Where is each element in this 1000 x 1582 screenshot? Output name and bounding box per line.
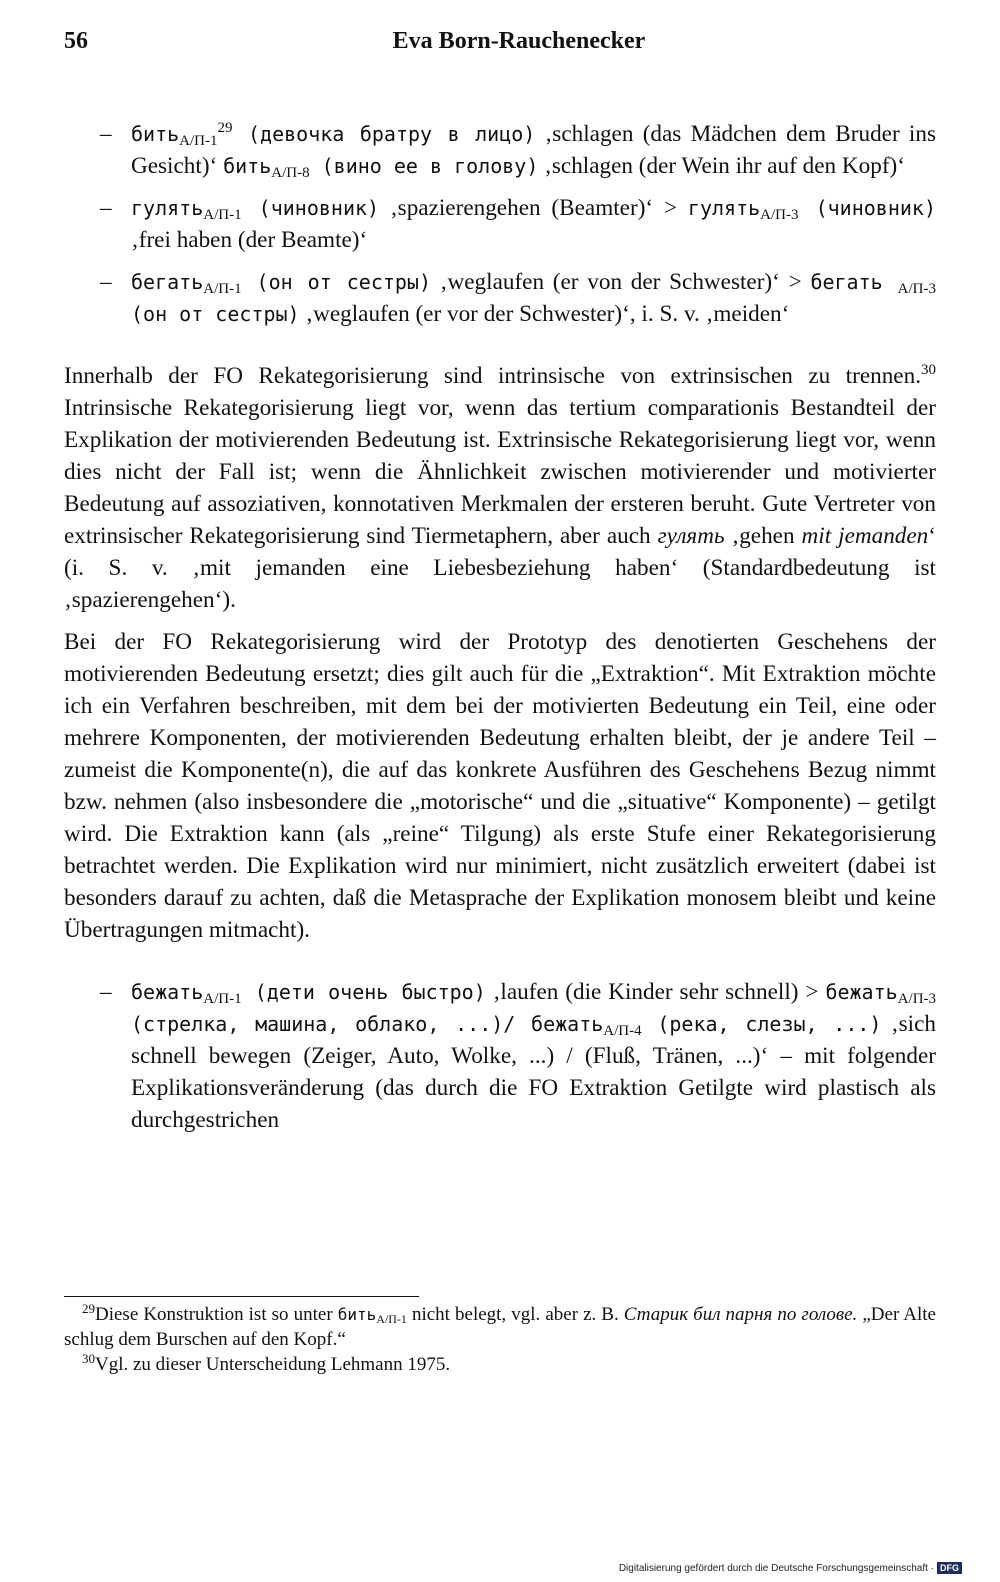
italic-term: mit jemanden [801,523,929,549]
paragraph-text: Innerhalb der FO Rekategorisierung sind intrinsische von extrinsischen zu trennen. [64,363,921,389]
german-gloss: ‚schlagen (das Mädchen dem Bruder ins Gesicht)‘ [131,121,936,179]
german-gloss: ‚schlagen (der Wein ihr auf den Kopf)‘ [538,153,905,179]
verb-subscript: А/П-1 [376,1312,407,1326]
verb-subscript: А/П-1 [203,207,242,223]
paragraph-text: Intrinsische Rekategorisierung liegt vor, wenn das tertium comparationis Bestandteil der Explikation der motivierenden Bedeutung ist. Extrinsische Rekategorisierung liegt vor, wenn dies nicht der Fall ist; wenn die Ähnlichkeit zwischen motivierender und motivierter Bedeutung auf assoziativen, konnotativen Merkmalen der ersteren beruht. Gute Vertreter von extrinsischer Rekategorisierung sind Tiermetaphern, aber auch [64,395,936,549]
list-item [64,266,936,330]
footnote-text: „Der Alte schlug dem Burschen auf den Kopf.“ [64,1304,936,1350]
footnote-text: nicht belegt, vgl. aber z. B. [406,1304,624,1325]
russian-gloss: (дети очень быстро) [241,980,486,1004]
list-item [64,976,936,1136]
russian-gloss: (чиновник) [241,196,380,220]
russian-verb: бежать [131,980,204,1004]
russian-gloss: (вино ее в голову) [309,154,539,178]
russian-gloss: (река, слезы, ...) [641,1012,882,1036]
paragraph [64,360,936,616]
russian-verb: бегать [131,270,204,294]
russian-verb: гулять [687,196,761,220]
paragraph-text: ‚gehen [724,523,802,549]
russian-gloss: (он от сестры) [241,270,432,294]
russian-verb: бегать [810,270,898,294]
verb-subscript: А/П-3 [760,207,799,223]
list-item [64,118,936,182]
digitization-footer [619,1562,962,1574]
footnote-marker: 30 [921,362,936,378]
russian-verb: бить [337,1305,377,1324]
german-gloss: ‚frei haben (der Beamte)‘ [131,227,368,253]
italic-example: Старик бил парня по голове. [623,1304,858,1325]
body-text [64,118,936,1136]
russian-verb: бежать [825,980,898,1004]
footnote-text: Diese Konstruktion ist so unter [95,1304,338,1325]
footnotes [64,1302,936,1377]
dfg-logo: DFG [937,1562,962,1574]
footnote-rule [64,1296,419,1297]
russian-verb: бить [223,154,272,178]
paragraph-text: ‘ (i. S. v. ‚mit jemanden eine Liebesbeziehung haben‘ (Standardbedeutung ist ‚spazierengehen‘). [64,523,937,613]
russian-verb: бежать [531,1012,604,1036]
german-gloss: ‚spazierengehen (Beamter)‘ > [379,195,688,221]
italic-term: гулять [657,523,725,549]
running-title: Eva Born-Rauchenecker [392,28,646,54]
verb-subscript: А/П-1 [203,991,242,1007]
russian-verb: гулять [131,196,204,220]
list-dash: – [100,979,112,1005]
german-gloss: ‚sich schnell bewegen (Zeiger, Auto, Wolke, ...) / (Fluß, Tränen, ...)‘ – mit folgender Explikationsveränderung (das durch die FO Extraktion Getilgte wird plastisch als durchgestrichen [131,1011,937,1133]
paragraph: Bei der FO Rekategorisierung wird der Prototyp des denotierten Geschehens der motivierenden Bedeutung ersetzt; dies gilt auch für die „Extraktion“. Mit Extraktion möchte ich ein Verfahren beschreiben, mit dem bei der motivierten Bedeutung ein Teil, eine oder mehrere Komponenten, der motivierenden Bedeutung erhalten bleibt, der je andere Teil – zumeist die Komponente(n), die auf das konkrete Ausführen des Geschehens Bezug nimmt bzw. nehmen (also insbesondere die „motorische“ und die „situative“ Komponente) – getilgt wird. Die Extraktion kann (als „reine“ Tilgung) als erste Stufe einer Rekategorisierung betrachtet werden. Die Explikation wird nur minimiert, nicht zusätzlich erweitert (dabei ist besonders darauf zu achten, daß die Metasprache der Explikation monosem bleibt und keine Übertragungen mitmacht). [64,629,936,943]
list-dash: – [100,269,112,295]
verb-subscript: А/П-4 [603,1023,642,1039]
list-item [64,192,936,256]
list-dash: – [100,195,112,221]
verb-subscript: А/П-8 [271,165,310,181]
german-gloss: ‚weglaufen (er von der Schwester)‘ > [431,269,811,295]
verb-subscript: А/П-1 [203,281,242,297]
russian-gloss: (чиновник) [798,196,937,220]
verb-subscript: А/П-3 [897,991,937,1007]
footnote-text: Vgl. zu dieser Unterscheidung Lehmann 1975. [95,1354,451,1375]
verb-subscript: А/П-1 [179,133,218,149]
russian-gloss: (стрелка, машина, облако, ...)/ [131,1012,532,1036]
russian-gloss: (девочка братру в лицо) [232,122,536,146]
page-header [64,28,934,68]
german-gloss: ‚laufen (die Kinder sehr schnell) > [485,979,826,1005]
footnote-number: 30 [82,1351,95,1366]
russian-gloss: (он от сестры) [131,302,300,326]
footnote-marker: 29 [217,120,233,136]
footnote-30 [64,1352,936,1377]
page-number: 56 [64,28,88,54]
verb-subscript: А/П-3 [897,281,936,297]
russian-verb: бить [131,122,180,146]
list-dash: – [100,121,112,147]
german-gloss: ‚weglaufen (er vor der Schwester)‘, i. S. v. ‚meiden‘ [299,301,790,327]
footnote-number: 29 [82,1301,95,1316]
footnote-29 [64,1302,936,1352]
footer-text: Digitalisierung gefördert durch die Deutsche Forschungsgemeinschaft · [618,1563,934,1574]
